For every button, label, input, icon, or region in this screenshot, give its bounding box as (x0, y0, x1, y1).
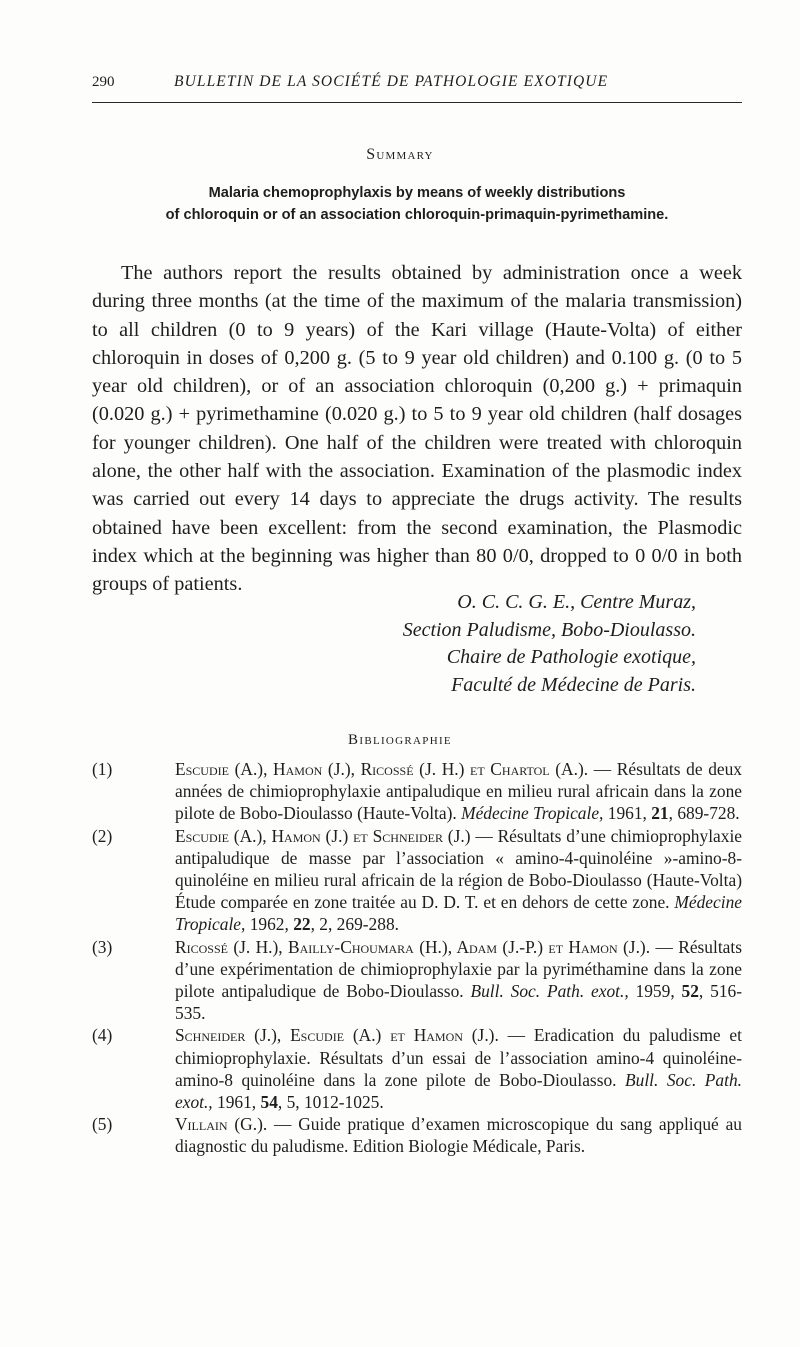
reference-item (92, 758, 742, 825)
affiliation-line-2: Section Paludisme, Bobo-Dioulasso. (402, 618, 696, 641)
reference-text: — Résultats d’une expérimentation de chimioprophylaxie par la pyriméthamine dans la zone pilote antipaludique de Bobo-Dioulasso. (175, 936, 742, 1002)
reference-year: 1961, (212, 1092, 261, 1113)
affiliation-line-4: Faculté de Médecine de Paris. (451, 673, 696, 696)
reference-journal: Médecine Tropicale, (461, 803, 604, 824)
reference-authors: Villain (G.). (175, 1114, 268, 1135)
page-number: 290 (92, 74, 115, 90)
summary-title-line-1: Malaria chemoprophylaxis by means of weekly distributions (208, 185, 626, 201)
reference-year: 1962, (245, 914, 294, 935)
reference-journal: Bull. Soc. Path. exot., (470, 981, 629, 1002)
reference-pages: , 689-728. (668, 803, 740, 824)
reference-text: — Résultats d’une chimioprophylaxie antipaludique de masse par l’association « amino-4-quinoléine »-amino-8-quinoléine en milieu rural africain de la région de Bobo-Dioulasso (Haute-Volta) Étude comparée en zone traitée au D. D. T. et en dehors de cette zone. (175, 825, 742, 913)
reference-number: (3) (92, 936, 113, 957)
reference-pages: , 516-535. (175, 981, 743, 1024)
affiliation (370, 589, 750, 699)
reference-number: (4) (92, 1025, 113, 1046)
reference-volume: 21 (651, 803, 669, 824)
reference-authors: Escudie (A.), Hamon (J.), Ricossé (J. H.) et Chartol (A.). (175, 759, 589, 779)
reference-journal: Bull. Soc. Path. exot., (175, 1069, 742, 1113)
reference-number: (1) (92, 759, 113, 779)
journal-title: BULLETIN DE LA SOCIÉTÉ DE PATHOLOGIE EXOTIQUE (174, 73, 609, 90)
reference-text: — Guide pratique d’examen microscopique du sang appliqué au diagnostic du paludisme. Edition Biologie Médicale, Paris. (175, 1114, 742, 1157)
reference-item (92, 1113, 742, 1157)
reference-volume: 54 (260, 1092, 278, 1113)
running-header (92, 70, 742, 103)
reference-pages: , 5, 1012-1025. (277, 1092, 384, 1113)
summary-body: The authors report the results obtained by administration once a week during three months (at the time of the maximum of the malaria transmission) to all children (0 to 9 years) of the Kari village (Haute-Volta) of either chloroquin in doses of 0,200 g. (5 to 9 year old children) and 0.100 g. (0 to 5 year old children), or of an association chloroquin (0,200 g.) + primaquin (0.020 g.) + pyrimethamine (0.020 g.) to 5 to 9 year old children (half dosages for younger children). One half of the children were treated with chloroquin alone, the other half with the association. Examination of the plasmodic index was carried out every 14 days to appreciate the drugs activity. The results obtained have been excellent: from the second examination, the Plasmodic index which at the beginning was higher than 80 0/0, dropped to 0 0/0 in both groups of patients. (92, 262, 742, 596)
summary-article-title (92, 182, 742, 226)
reference-authors: Schneider (J.), Escudie (A.) et Hamon (J.). (175, 1025, 499, 1046)
summary-title-line-2: of chloroquin or of an association chloroquin-primaquin-pyrimethamine. (165, 207, 669, 223)
affiliation-line-1: O. C. C. G. E., Centre Muraz, (457, 591, 696, 613)
reference-pages: , 2, 269-288. (310, 914, 399, 935)
summary-heading: Summary (366, 146, 434, 163)
reference-item (92, 936, 742, 1025)
reference-number: (2) (92, 825, 113, 846)
reference-text: — Résultats de deux années de chimioprophylaxie antipaludique en milieu rural africain dans la zone pilote de Bobo-Dioulasso (Haute-Volta). (175, 759, 742, 824)
affiliation-line-3: Chaire de Pathologie exotique, (446, 646, 696, 668)
reference-number: (5) (92, 1114, 113, 1135)
reference-journal: Médecine Tropicale, (175, 892, 742, 935)
reference-year: 1959, (628, 981, 682, 1002)
reference-list (92, 758, 742, 1158)
reference-text: — Eradication du paludisme et chimioprophylaxie. Résultats d’un essai de l’association amino-4 quinoléine-amino-8 quinoléine dans la zone pilote de Bobo-Dioulasso. (175, 1025, 742, 1090)
reference-authors: Ricossé (J. H.), Bailly-Choumara (H.), Adam (J.-P.) et Hamon (J.). (175, 936, 651, 957)
reference-item (92, 1024, 742, 1113)
reference-year: 1961, (603, 803, 652, 824)
reference-volume: 22 (293, 914, 311, 935)
bibliography-heading: Bibliographie (348, 732, 452, 748)
reference-volume: 52 (681, 981, 699, 1002)
reference-item (92, 825, 742, 936)
reference-authors: Escudie (A.), Hamon (J.) et Schneider (J.) (175, 825, 471, 846)
